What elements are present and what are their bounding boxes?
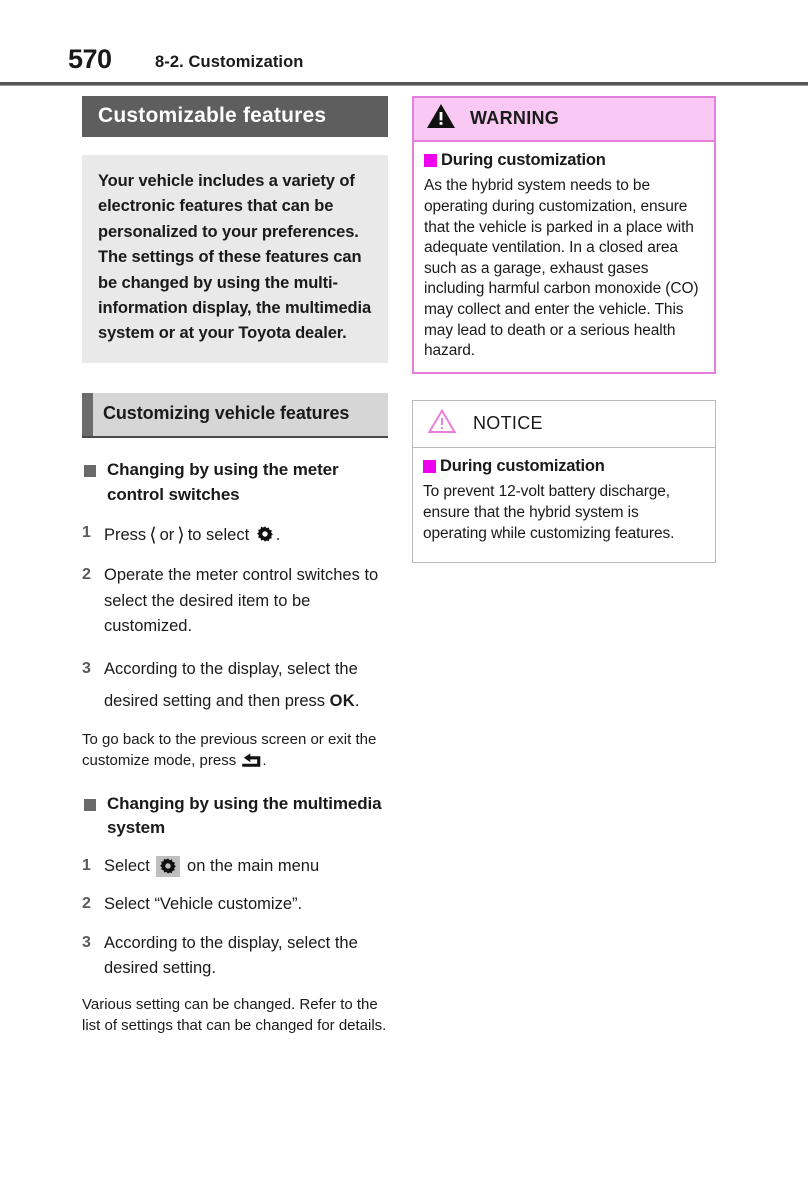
ok-button-label: OK <box>329 691 355 710</box>
square-bullet-icon <box>423 460 436 473</box>
header-divider <box>0 82 808 85</box>
step-text-after: on the main menu <box>187 856 320 875</box>
step-number: 2 <box>82 895 91 913</box>
step-number: 3 <box>82 659 91 677</box>
steps-list-meter-control <box>82 521 388 717</box>
note-text-before: To go back to the previous screen or exit the customize mode, press <box>82 731 377 769</box>
notice-body <box>413 448 715 562</box>
chapter-section-title: 8-2. Customization <box>155 53 304 71</box>
chevron-right-icon: ⟩ <box>177 524 185 546</box>
notice-box <box>412 400 716 563</box>
gear-icon <box>156 856 180 877</box>
step-text <box>104 653 388 717</box>
step-item <box>82 892 388 918</box>
square-bullet-icon <box>84 465 96 477</box>
page-header <box>0 0 808 82</box>
gear-icon <box>256 525 274 543</box>
step-item <box>82 854 388 880</box>
warning-text: As the hybrid system needs to be operating during customization, ensure that the vehicle is parked in a place with adequate ventilation. In a closed area such as a garage, exhaust gases including harmful carbon monoxide (CO) may collect and enter the vehicle. This may lead to death or a serious health hazard. <box>424 177 699 360</box>
notice-header <box>413 401 715 448</box>
notice-text: To prevent 12-volt battery discharge, ensure that the hybrid system is operating while customizing features. <box>423 483 675 542</box>
step-text: According to the display, select the desired setting. <box>104 933 358 978</box>
step-text <box>104 521 388 550</box>
section-heading: Customizing vehicle features <box>82 393 388 437</box>
step-number: 3 <box>82 933 91 951</box>
subheading-label: Changing by using the meter control switches <box>107 460 339 504</box>
subheading-multimedia <box>82 792 388 840</box>
page-number: 570 <box>68 44 112 74</box>
multimedia-note: Various setting can be changed. Refer to the list of settings that can be changed for details. <box>82 996 387 1034</box>
step-number: 1 <box>82 523 91 541</box>
notice-subheading <box>423 456 705 477</box>
subheading-label: Changing by using the multimedia system <box>107 793 382 837</box>
subheading-meter-control <box>82 458 388 506</box>
step-text-after: to select <box>187 525 250 544</box>
page-title: Customizable features <box>82 96 388 137</box>
note-text-after: . <box>262 751 267 769</box>
section-heading-underline <box>82 436 388 438</box>
steps-list-multimedia <box>82 854 388 982</box>
warning-subheading <box>424 150 704 171</box>
step-item <box>82 653 388 717</box>
step-text: Select “Vehicle customize”. <box>104 895 303 914</box>
step-item <box>82 521 388 550</box>
step-number: 1 <box>82 856 91 874</box>
chevron-left-icon: ⟨ <box>149 524 157 546</box>
notice-triangle-icon <box>427 408 457 439</box>
meter-control-note <box>82 730 388 771</box>
square-bullet-icon <box>424 154 437 167</box>
step-item <box>82 931 388 982</box>
left-column <box>82 96 388 1036</box>
notice-subheading-label: During customization <box>440 456 605 475</box>
step-text <box>104 854 388 880</box>
square-bullet-icon <box>84 799 96 811</box>
right-column <box>412 96 716 563</box>
warning-label: WARNING <box>470 108 560 128</box>
warning-triangle-icon <box>426 103 456 134</box>
step-text-before: Select <box>104 856 150 875</box>
step-text-after: . <box>354 691 360 710</box>
warning-body <box>414 142 714 372</box>
step-text-end: . <box>275 525 281 544</box>
back-arrow-icon <box>240 751 262 769</box>
step-text-mid: or <box>159 525 175 544</box>
warning-box <box>412 96 716 374</box>
step-text-before: According to the display, select the desired setting and then press <box>104 659 358 710</box>
intro-paragraph: Your vehicle includes a variety of electronic features that can be personalized to your preferences. The settings of these features can be changed by using the multi-information display, the multimedia system or at your Toyota dealer. <box>82 155 388 363</box>
step-item <box>82 563 388 640</box>
step-number: 2 <box>82 566 91 584</box>
warning-subheading-label: During customization <box>441 151 606 169</box>
step-text-before: Press <box>104 525 147 544</box>
notice-label: NOTICE <box>473 412 543 433</box>
step-text: Operate the meter control switches to select the desired item to be customized. <box>104 566 379 636</box>
warning-header <box>414 98 714 142</box>
